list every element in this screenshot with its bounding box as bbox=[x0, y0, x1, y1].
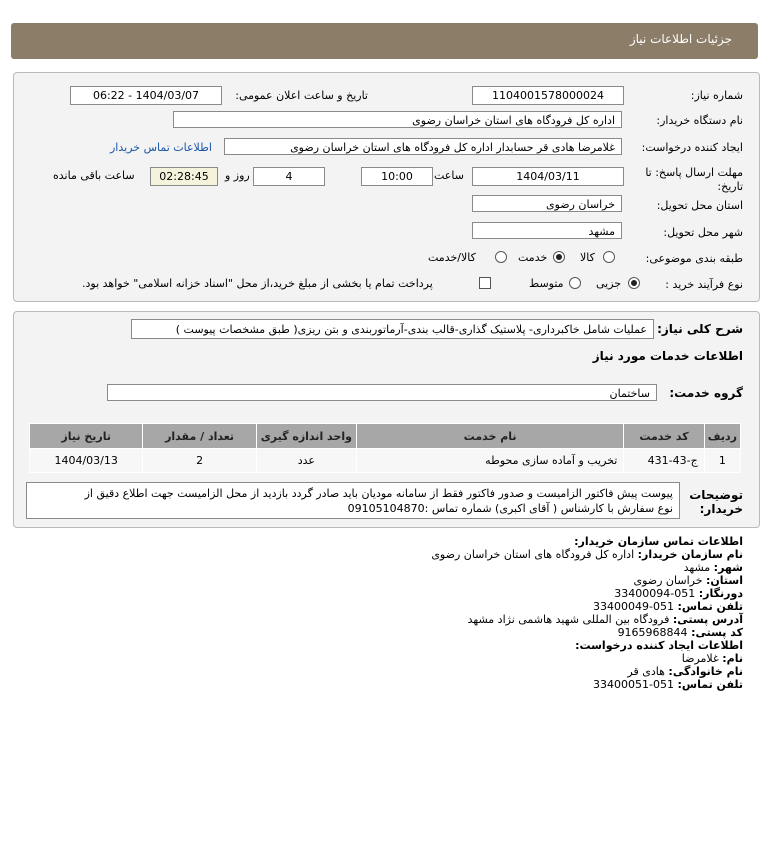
category-radio-service[interactable] bbox=[553, 251, 565, 263]
buyer-notes-label: توضیحات خریدار: bbox=[689, 488, 743, 516]
contact-postal: کد پستی: 9165968844 bbox=[617, 626, 743, 639]
creator-name: نام: غلامرضا bbox=[681, 652, 743, 665]
category-radio-goods[interactable] bbox=[603, 251, 615, 263]
creator-section-title: اطلاعات ایجاد کننده درخواست: bbox=[575, 639, 743, 652]
contact-fax: دورنگار: 051-33400094 bbox=[614, 587, 743, 600]
service-group-field: ساختمان bbox=[107, 384, 657, 401]
col-unit: واحد اندازه گیری bbox=[256, 424, 356, 449]
remaining-label: ساعت باقی مانده bbox=[53, 169, 135, 182]
province-label: استان محل تحویل: bbox=[656, 199, 743, 212]
category-label: طبقه بندی موضوعی: bbox=[645, 252, 743, 265]
table-row bbox=[30, 449, 741, 473]
city-label: شهر محل تحویل: bbox=[663, 226, 743, 239]
cell-quantity: 2 bbox=[143, 449, 256, 473]
announce-label: تاریخ و ساعت اعلان عمومی: bbox=[235, 89, 368, 102]
process-radio-minor[interactable] bbox=[628, 277, 640, 289]
need-number-field: 1104001578000024 bbox=[472, 86, 624, 105]
buyer-org-label: نام دستگاه خریدار: bbox=[656, 114, 743, 127]
province-field: خراسان رضوی bbox=[472, 195, 622, 212]
page-title: جزئیات اطلاعات نیاز bbox=[629, 32, 732, 46]
description-label: شرح کلی نیاز: bbox=[657, 322, 743, 336]
services-table-header bbox=[30, 424, 741, 449]
days-field: 4 bbox=[253, 167, 325, 186]
service-group-label: گروه خدمت: bbox=[669, 386, 743, 400]
buyer-notes-line2: نوع سفارش با کارشناس ( آقای اکبری) شماره تماس :09105104870 bbox=[347, 502, 673, 515]
cell-code: ج-43-431 bbox=[624, 449, 704, 473]
contact-phone: تلفن تماس: 051-33400049 bbox=[593, 600, 743, 613]
creator-family: نام خانوادگی: هادی قر bbox=[627, 665, 743, 678]
cell-name: تخریب و آماده سازی محوطه bbox=[356, 449, 623, 473]
page-header bbox=[11, 23, 758, 59]
category-option-service: خدمت bbox=[518, 251, 548, 264]
creator-label: ایجاد کننده درخواست: bbox=[641, 141, 743, 154]
treasury-checkbox[interactable] bbox=[479, 277, 491, 289]
services-section-title: اطلاعات خدمات مورد نیاز bbox=[592, 349, 743, 363]
city-field: مشهد bbox=[472, 222, 622, 239]
description-field: عملیات شامل خاکبرداری- پلاستیک گذاری-قالب بندی-آرماتوربندی و بتن ریزی( طبق مشخصات پیوست ) bbox=[131, 319, 654, 339]
remaining-time-field: 02:28:45 bbox=[150, 167, 218, 186]
days-label: روز و bbox=[225, 169, 250, 182]
contact-city: شهر: مشهد bbox=[683, 561, 743, 574]
need-number-label: شماره نیاز: bbox=[690, 89, 743, 102]
contact-address: آدرس پستی: فرودگاه بین المللی شهید هاشمی نژاد مشهد bbox=[467, 613, 743, 626]
cell-date: 1404/03/13 bbox=[30, 449, 143, 473]
contact-province: استان: خراسان رضوی bbox=[633, 574, 743, 587]
contact-org: نام سازمان خریدار: اداره کل فرودگاه های استان خراسان رضوی bbox=[431, 548, 743, 561]
col-name: نام خدمت bbox=[356, 424, 623, 449]
col-date: تاریخ نیاز bbox=[30, 424, 143, 449]
col-row: ردیف bbox=[704, 424, 740, 449]
creator-field: غلامرضا هادی قر حسابدار اداره کل فرودگاه های استان خراسان رضوی bbox=[224, 138, 622, 155]
announce-field: 1404/03/07 - 06:22 bbox=[70, 86, 222, 105]
process-option-medium: متوسط bbox=[529, 277, 564, 290]
process-label: نوع فرآیند خرید : bbox=[665, 278, 743, 291]
creator-phone: تلفن تماس: 051-33400051 bbox=[593, 678, 743, 691]
services-table bbox=[29, 423, 741, 473]
cell-unit: عدد bbox=[256, 449, 356, 473]
buyer-notes-box bbox=[26, 482, 680, 519]
deadline-date-field: 1404/03/11 bbox=[472, 167, 624, 186]
contact-section-title: اطلاعات تماس سازمان خریدار: bbox=[574, 535, 743, 548]
category-option-goods: کالا bbox=[580, 251, 595, 264]
buyer-contact-link[interactable]: اطلاعات تماس خریدار bbox=[110, 141, 212, 154]
buyer-notes-line1: پیوست پیش فاکتور الزامیست و صدور فاکتور فقط از سامانه مودیان باید صادر گردد بازدید از محل الزامیست جهت اطلاع دقیق از bbox=[84, 487, 673, 500]
process-radio-medium[interactable] bbox=[569, 277, 581, 289]
buyer-org-field: اداره کل فرودگاه های استان خراسان رضوی bbox=[173, 111, 622, 128]
category-radio-goods-service[interactable] bbox=[495, 251, 507, 263]
col-code: کد خدمت bbox=[624, 424, 704, 449]
deadline-label: مهلت ارسال پاسخ: تا تاریخ: bbox=[645, 166, 743, 193]
deadline-time-field: 10:00 bbox=[361, 167, 433, 186]
payment-note: پرداخت تمام یا بخشی از مبلغ خرید،از محل "اسناد خزانه اسلامی" خواهد بود. bbox=[82, 277, 433, 290]
process-option-minor: جزیی bbox=[596, 277, 622, 290]
col-quantity: تعداد / مقدار bbox=[143, 424, 256, 449]
deadline-time-label: ساعت bbox=[434, 169, 464, 182]
contact-info bbox=[431, 535, 743, 691]
category-option-goods-service: کالا/خدمت bbox=[428, 251, 476, 264]
cell-row: 1 bbox=[704, 449, 740, 473]
